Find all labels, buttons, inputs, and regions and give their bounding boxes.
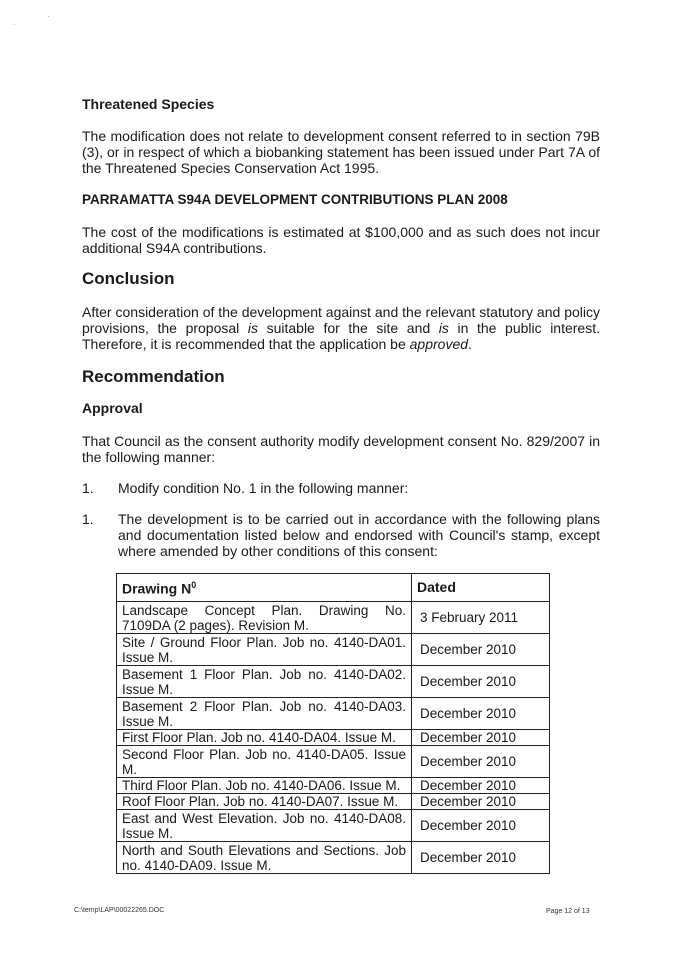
list-item-number: 1. bbox=[82, 480, 94, 496]
conclusion-emphasis-is-2: is bbox=[438, 320, 449, 336]
subheading-approval: Approval bbox=[82, 400, 143, 416]
table-cell-dated: 3 February 2011 bbox=[412, 602, 550, 634]
table-cell-drawing: First Floor Plan. Job no. 4140-DA04. Issue M. bbox=[117, 730, 412, 746]
table-cell-dated: December 2010 bbox=[412, 778, 550, 794]
conclusion-emphasis-approved: approved bbox=[409, 336, 469, 352]
scan-speck bbox=[48, 16, 49, 17]
table-cell-drawing: Basement 2 Floor Plan. Job no. 4140-DA03. Issue M. bbox=[117, 698, 412, 730]
conclusion-text-4: . bbox=[468, 336, 472, 352]
drawings-table bbox=[116, 573, 550, 874]
table-row bbox=[117, 666, 550, 698]
table-cell-drawing: Site / Ground Floor Plan. Job no. 4140-DA01. Issue M. bbox=[117, 634, 412, 666]
table-cell-dated: December 2010 bbox=[412, 730, 550, 746]
table-cell-dated: December 2010 bbox=[412, 666, 550, 698]
table-row bbox=[117, 842, 550, 874]
paragraph-s94a: The cost of the modifications is estimated at $100,000 and as such does not incur additional S94A contributions. bbox=[82, 224, 600, 256]
table-row bbox=[117, 810, 550, 842]
table-cell-drawing: Roof Floor Plan. Job no. 4140-DA07. Issue M. bbox=[117, 794, 412, 810]
table-row bbox=[117, 746, 550, 778]
table-header-row bbox=[117, 574, 550, 602]
heading-s94a-plan: PARRAMATTA S94A DEVELOPMENT CONTRIBUTIONS PLAN 2008 bbox=[82, 192, 508, 207]
scan-speck bbox=[14, 24, 15, 25]
table-header-drawing bbox=[117, 574, 412, 602]
table-cell-dated: December 2010 bbox=[412, 746, 550, 778]
heading-threatened-species: Threatened Species bbox=[82, 96, 215, 112]
table-cell-dated: December 2010 bbox=[412, 634, 550, 666]
conclusion-emphasis-is-1: is bbox=[247, 320, 258, 336]
table-cell-dated: December 2010 bbox=[412, 794, 550, 810]
table-row bbox=[117, 602, 550, 634]
table-cell-dated: December 2010 bbox=[412, 698, 550, 730]
list-item-number: 1. bbox=[82, 511, 94, 527]
table-cell-drawing: North and South Elevations and Sections. Job no. 4140-DA09. Issue M. bbox=[117, 842, 412, 874]
paragraph-threatened-species: The modification does not relate to development consent referred to in section 79B (3), or in respect of which a biobanking statement has been issued under Part 7A of the Threatened Species Conservation Act 1995. bbox=[82, 128, 600, 176]
table-row bbox=[117, 698, 550, 730]
table-row bbox=[117, 634, 550, 666]
table-row bbox=[117, 730, 550, 746]
table-cell-dated: December 2010 bbox=[412, 810, 550, 842]
header-drawing-label: Drawing N bbox=[122, 580, 192, 597]
conclusion-text-3: in the public interest. Therefore, it is recommended that the application be bbox=[82, 320, 600, 352]
list-item-text: Modify condition No. 1 in the following manner: bbox=[118, 480, 409, 496]
table-cell-drawing: Second Floor Plan. Job no. 4140-DA05. Issue M. bbox=[117, 746, 412, 778]
heading-conclusion: Conclusion bbox=[82, 269, 175, 288]
conclusion-text-1: After consideration of the development against and the relevant statutory and policy provisions, the proposal bbox=[82, 304, 600, 336]
header-drawing-superscript: 0 bbox=[191, 580, 197, 591]
paragraph-recommendation-intro: That Council as the consent authority modify development consent No. 829/2007 in the following manner: bbox=[82, 433, 600, 465]
table-row bbox=[117, 778, 550, 794]
heading-recommendation: Recommendation bbox=[82, 367, 225, 386]
conclusion-text-2: suitable for the site and bbox=[258, 320, 439, 336]
list-item-text: The development is to be carried out in accordance with the following plans and documentation listed below and endorsed with Council's stamp, except where amended by other conditions of this consent: bbox=[118, 511, 600, 559]
table-header-dated: Dated bbox=[412, 574, 550, 602]
footer-page-number: Page 12 of 13 bbox=[546, 908, 590, 915]
table-cell-drawing: Landscape Concept Plan. Drawing No. 7109DA (2 pages). Revision M. bbox=[117, 602, 412, 634]
table-cell-drawing: Basement 1 Floor Plan. Job no. 4140-DA02. Issue M. bbox=[117, 666, 412, 698]
table-cell-drawing: Third Floor Plan. Job no. 4140-DA06. Issue M. bbox=[117, 778, 412, 794]
footer-file-path: C:\temp\LAP\00022265.DOC bbox=[74, 907, 165, 914]
paragraph-conclusion bbox=[82, 304, 600, 352]
table-cell-dated: December 2010 bbox=[412, 842, 550, 874]
table-row bbox=[117, 794, 550, 810]
table-cell-drawing: East and West Elevation. Job no. 4140-DA08. Issue M. bbox=[117, 810, 412, 842]
